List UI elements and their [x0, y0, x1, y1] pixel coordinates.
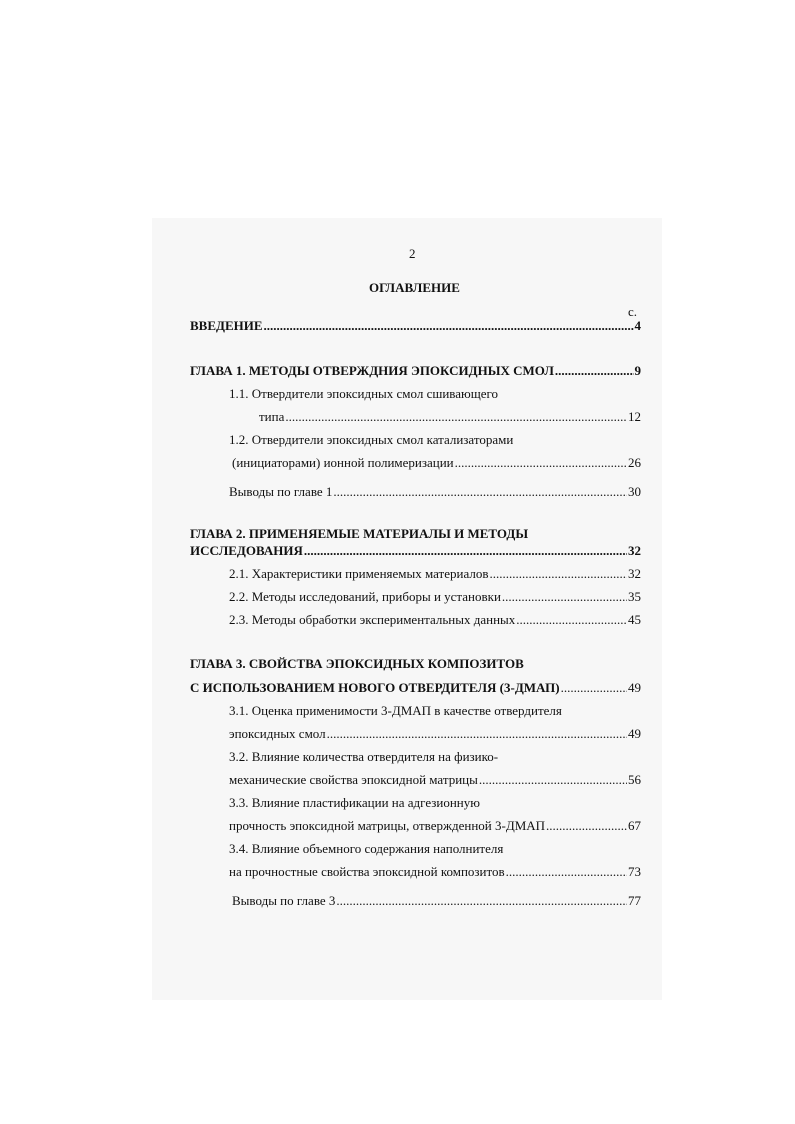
dot-leader	[561, 680, 627, 696]
dot-leader	[516, 612, 627, 628]
toc-entry-3-4-line1: 3.4. Влияние объемного содержания наполнителя	[229, 841, 504, 856]
toc-entry-1-1	[259, 409, 641, 425]
toc-entry-1-2-line1: 1.2. Отвердители эпоксидных смол катализаторами	[229, 432, 514, 447]
dot-leader	[455, 455, 627, 471]
toc-entry-3-1-line1: 3.1. Оценка применимости 3-ДМАП в качестве отвердителя	[229, 703, 562, 718]
toc-entry-chapter-3-line1: ГЛАВА 3. СВОЙСТВА ЭПОКСИДНЫХ КОМПОЗИТОВ	[190, 656, 524, 671]
entry-title: ИССЛЕДОВАНИЯ	[190, 543, 303, 558]
scanned-page	[152, 218, 662, 1000]
dot-leader	[546, 818, 627, 834]
toc-entry-3-3-line1: 3.3. Влияние пластификации на адгезионную	[229, 795, 480, 810]
dot-leader	[555, 363, 634, 379]
entry-page: 30	[628, 484, 641, 499]
entry-page: 49	[628, 726, 641, 741]
entry-title: ГЛАВА 1. МЕТОДЫ ОТВЕРЖДНИЯ ЭПОКСИДНЫХ СМОЛ	[190, 363, 554, 378]
toc-entry-1-1-line1: 1.1. Отвердители эпоксидных смол сшивающего	[229, 386, 499, 401]
dot-leader	[264, 318, 634, 334]
dot-leader	[285, 409, 627, 425]
entry-page: 56	[628, 772, 641, 787]
toc-entry-2-1	[229, 566, 641, 582]
entry-page: 49	[628, 680, 641, 695]
entry-page: 67	[628, 818, 641, 833]
entry-title: (инициаторами) ионной полимеризации	[232, 455, 454, 470]
dot-leader	[304, 543, 627, 559]
toc-entry-chapter-1	[190, 363, 641, 379]
entry-title: прочность эпоксидной матрицы, отвержденной 3-ДМАП	[229, 818, 546, 833]
toc-entry-3-2-line1: 3.2. Влияние количества отвердителя на физико-	[229, 749, 499, 764]
page-number: 2	[409, 246, 416, 261]
dot-leader	[327, 726, 627, 742]
entry-page: 26	[628, 455, 641, 470]
entry-page: 45	[628, 612, 641, 627]
entry-page: 12	[628, 409, 641, 424]
entry-title: ВВЕДЕНИЕ	[190, 318, 263, 333]
toc-entry-3-3	[229, 818, 641, 834]
toc-entry-1-2	[232, 455, 641, 471]
entry-page: 35	[628, 589, 641, 604]
toc-entry-conclusions-1	[229, 484, 641, 500]
toc-entry-conclusions-3	[232, 893, 641, 909]
entry-title: 2.2. Методы исследований, приборы и установки	[229, 589, 501, 604]
toc-entry-chapter-3	[190, 680, 641, 696]
entry-title: 2.1. Характеристики применяемых материалов	[229, 566, 489, 581]
entry-page: 73	[628, 864, 641, 879]
entry-page: 77	[628, 893, 641, 908]
toc-entry-3-4	[229, 864, 641, 880]
page-column-label: с.	[628, 304, 638, 319]
entry-title: типа	[259, 409, 285, 424]
toc-entry-3-1	[229, 726, 641, 742]
entry-title: 2.3. Методы обработки экспериментальных данных	[229, 612, 516, 627]
entry-page: 32	[628, 543, 641, 558]
entry-title: Выводы по главе 3	[232, 893, 336, 908]
toc-entry-3-2	[229, 772, 641, 788]
toc-entry-chapter-2	[190, 543, 641, 559]
toc-entry-chapter-2-line1: ГЛАВА 2. ПРИМЕНЯЕМЫЕ МАТЕРИАЛЫ И МЕТОДЫ	[190, 526, 529, 541]
entry-title: С ИСПОЛЬЗОВАНИЕМ НОВОГО ОТВЕРДИТЕЛЯ (3-ДМАП)	[190, 680, 560, 695]
toc-entry-2-3	[229, 612, 641, 628]
entry-title: на прочностные свойства эпоксидной композитов	[229, 864, 505, 879]
dot-leader	[333, 484, 627, 500]
toc-title: ОГЛАВЛЕНИЕ	[369, 280, 460, 295]
dot-leader	[489, 566, 627, 582]
entry-page: 4	[634, 318, 641, 333]
dot-leader	[502, 589, 627, 605]
entry-title: механические свойства эпоксидной матрицы	[229, 772, 478, 787]
entry-page: 9	[634, 363, 641, 378]
entry-title: Выводы по главе 1	[229, 484, 333, 499]
dot-leader	[479, 772, 627, 788]
entry-title: эпоксидных смол	[229, 726, 326, 741]
dot-leader	[506, 864, 627, 880]
toc-entry-intro	[190, 318, 641, 334]
dot-leader	[336, 893, 627, 909]
entry-page: 32	[628, 566, 641, 581]
toc-entry-2-2	[229, 589, 641, 605]
